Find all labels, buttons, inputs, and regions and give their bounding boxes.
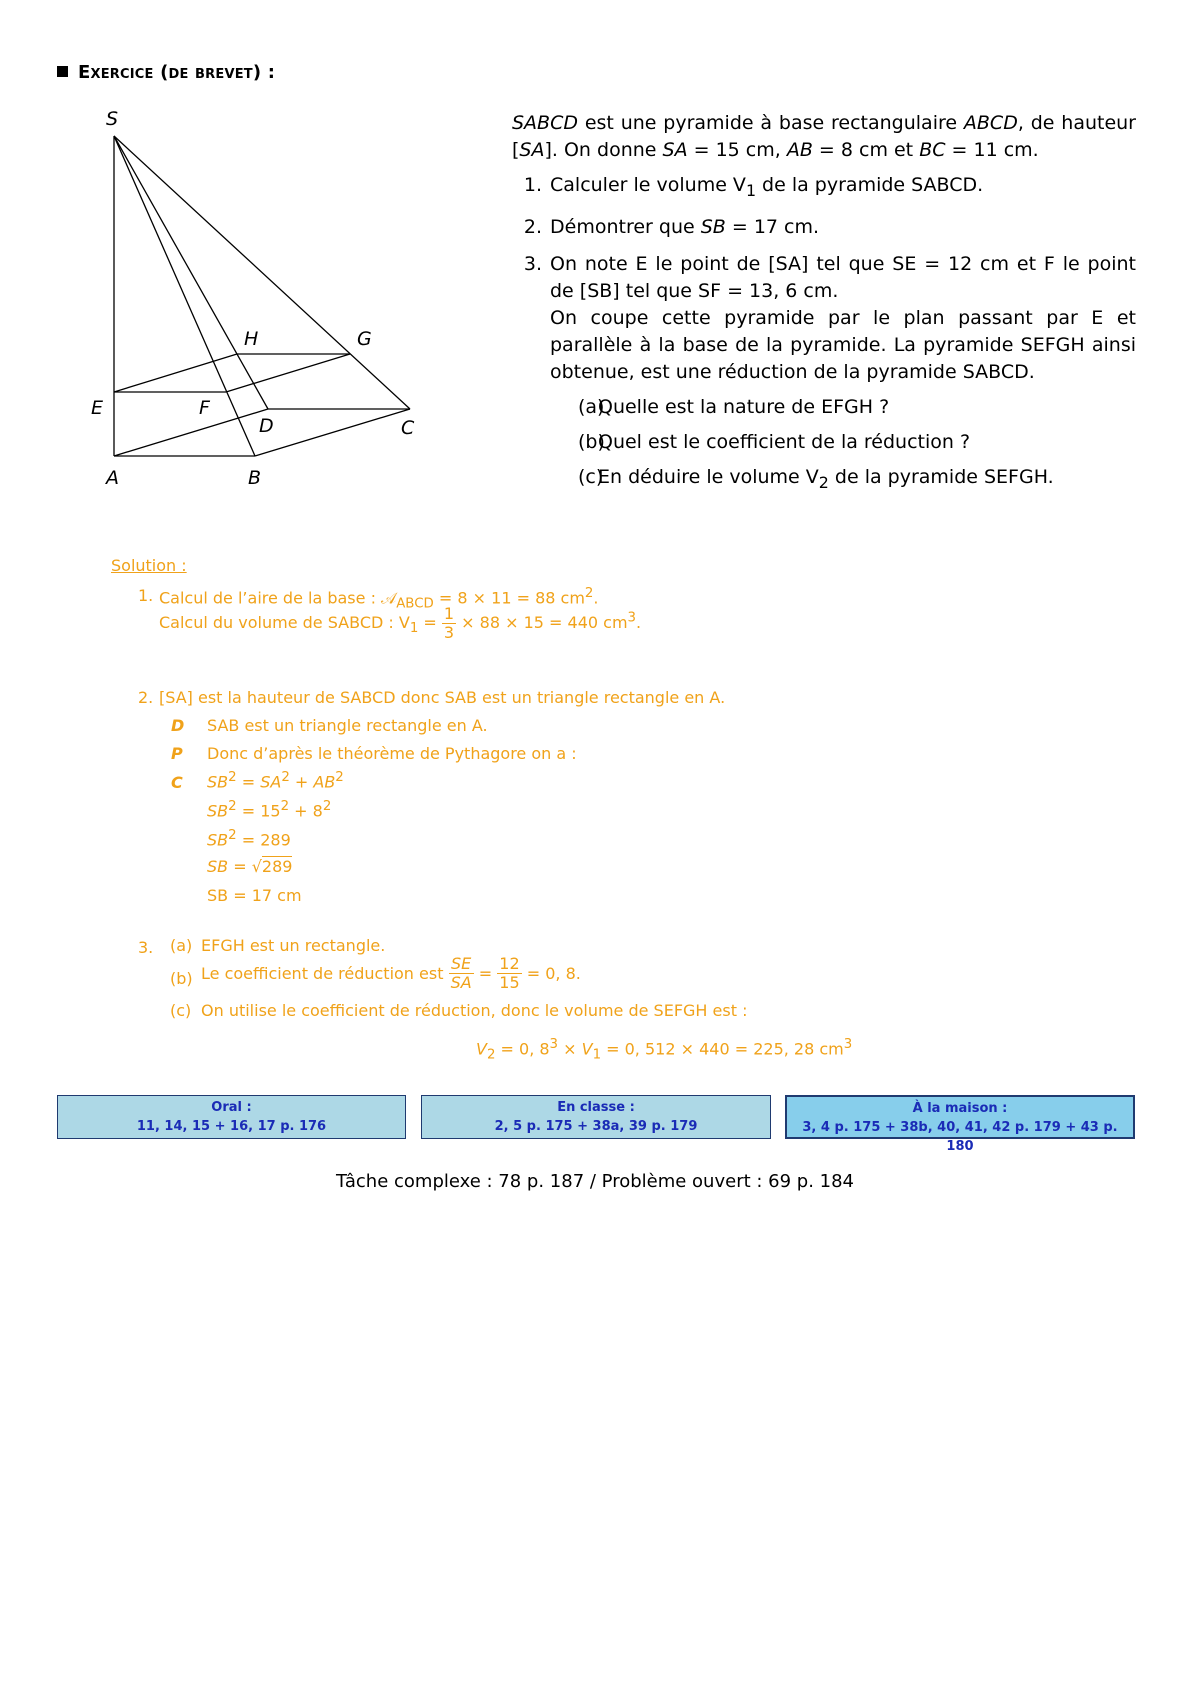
solution-3-num: 3. — [138, 938, 154, 957]
label-S: S — [106, 108, 119, 130]
label-D: D — [259, 415, 274, 437]
question-3b: (b) Quel est le coefficient de la réduction ? — [578, 430, 971, 453]
statement-intro: SABCD est une pyramide à base rectangulaire ABCD, de hauteur [SA]. On donne SA = 15 cm, AB = 8 cm et BC = 11 cm. — [512, 112, 1136, 161]
question-3a: (a) Quelle est la nature de EFGH ? — [578, 395, 890, 418]
square-bullet-icon — [57, 66, 68, 77]
question-3: 3. On note E le point de [SA] tel que SE = 12 cm et F le point de [SB] tel que SF = 13, 6 cm. On coupe cette pyramide par le plan passant par E et parallèle à la base de la pyramide. La pyramide SEFGH ainsi obtenue, est une réduction de la pyramide SABCD. — [523, 252, 1136, 383]
dpc-P: P — [171, 744, 183, 763]
solution-3a: EFGH est un rectangle. — [201, 936, 386, 955]
edge-SC — [114, 136, 410, 409]
dpc-C: C — [171, 773, 183, 792]
solution-3a-num: (a) — [170, 936, 193, 955]
final-volume-formula: $V_2 = 0$, $8^3 \times V_1 = 0$, 512 × 440 = 225, 28 $cm^3$ — [476, 1037, 853, 1063]
solution-3c: On utilise le coefficient de réduction, donc le volume de SEFGH est : — [201, 1001, 748, 1020]
pyramid-figure — [85, 100, 445, 500]
solution-2-num: 2. — [138, 688, 154, 707]
equation-5: SB = 17 cm — [207, 886, 302, 905]
solution-1-num: 1. — [138, 586, 154, 605]
question-2: 2. Démontrer que SB = 17 cm. — [523, 215, 820, 238]
label-A: A — [106, 467, 119, 489]
edge-SB — [114, 136, 255, 456]
dpc-D-text: SAB est un triangle rectangle en A. — [207, 716, 488, 735]
equation-4: SB = √289 — [207, 857, 293, 876]
solution-3c-num: (c) — [170, 1001, 192, 1020]
exercise-title-text: Exercice (de brevet) : — [78, 62, 276, 83]
box-oral: Oral : 11, 14, 15 + 16, 17 p. 176 — [57, 1095, 406, 1139]
solution-1-volume: Calcul du volume de SABCD : $V_1$ = $\frac{1}{3}$ × 88 × 15 = 440 $cm^3$. — [159, 604, 642, 642]
solution-3b-num: (b) — [170, 969, 193, 988]
edge-BC — [255, 409, 410, 456]
label-B: B — [248, 467, 262, 489]
question-3c: (c) En déduire le volume $V_2$ de la pyramide SEFGH. — [578, 465, 1054, 492]
label-F: F — [199, 397, 210, 419]
label-E: E — [91, 397, 104, 419]
question-1: 1. Calculer le volume $V_1$ de la pyramide SABCD. — [523, 174, 984, 200]
dpc-D: D — [171, 716, 185, 735]
label-G: G — [357, 328, 372, 350]
solution-heading: Solution : — [111, 556, 187, 575]
solution-1-area: Calcul de l’aire de la base : 𝒜$_{ABCD}$ = 8 × 11 = 88 $cm^2$. — [159, 586, 599, 612]
exercise-statement — [512, 110, 1136, 496]
solution-2-intro: [SA] est la hauteur de SABCD donc SAB est un triangle rectangle en A. — [159, 688, 726, 707]
footer-tasks: Tâche complexe : 78 p. 187 / Problème ouvert : 69 p. 184 — [335, 1171, 855, 1192]
edge-FG — [226, 354, 350, 392]
solution-3b: Le coefficient de réduction est $\frac{SE}{SA}$ = $\frac{12}{15}$ = 0, 8. — [201, 954, 581, 992]
box-a-la-maison: À la maison : 3, 4 p. 175 + 38b, 40, 41, 42 p. 179 + 43 p. 180 — [785, 1095, 1135, 1139]
dpc-P-text: Donc d’après le théorème de Pythagore on a : — [207, 744, 577, 763]
equation-1: $SB^2 = SA^2 + AB^2$ — [207, 770, 344, 792]
label-C: C — [401, 417, 415, 439]
box-en-classe: En classe : 2, 5 p. 175 + 38a, 39 p. 179 — [421, 1095, 771, 1139]
exercise-title — [57, 62, 275, 83]
equation-3: $SB^2 = 289$ — [207, 828, 291, 850]
equation-2: $SB^2 = 15^2 + 8^2$ — [207, 799, 332, 821]
label-H: H — [244, 328, 259, 350]
